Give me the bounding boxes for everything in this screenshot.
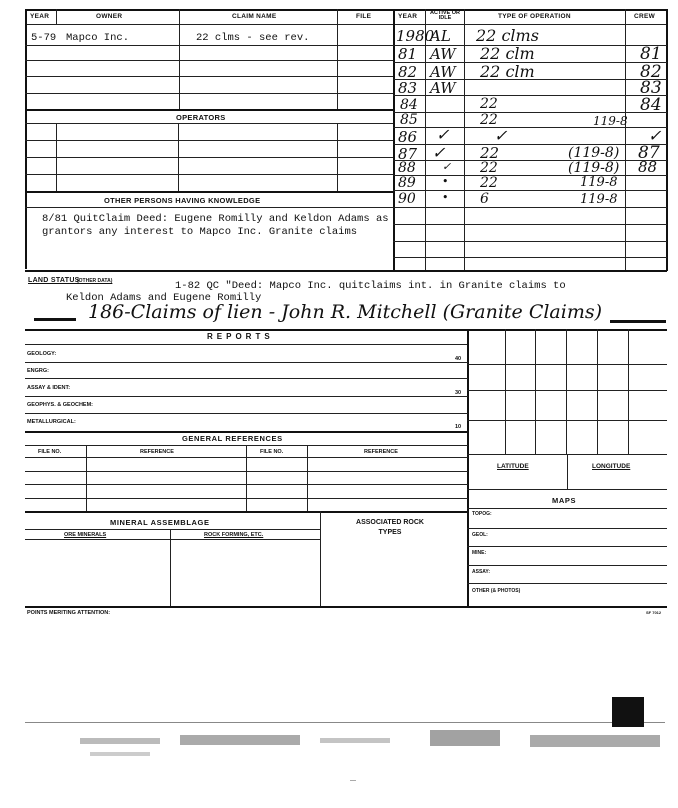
row-rule bbox=[393, 224, 667, 225]
scan-artifact bbox=[180, 735, 300, 745]
rock-forming-label: ROCK FORMING, ETC. bbox=[204, 532, 264, 538]
col-divider bbox=[56, 123, 57, 191]
report-label: GEOPHYS. & GEOCHEM: bbox=[27, 402, 94, 408]
col-divider bbox=[179, 9, 180, 109]
row-rule bbox=[467, 565, 667, 566]
scan-artifact bbox=[90, 752, 150, 756]
land-status-sublabel: (OTHER DATA) bbox=[77, 278, 113, 284]
section-rule bbox=[25, 329, 667, 331]
row-rule bbox=[25, 484, 468, 485]
row-rule bbox=[393, 112, 667, 113]
section-rule bbox=[25, 606, 667, 608]
history-type: 22 bbox=[480, 112, 498, 128]
section-rule bbox=[25, 431, 468, 433]
maps-row-label: ASSAY: bbox=[472, 569, 491, 575]
history-active: ✓ bbox=[432, 143, 446, 162]
report-number: 10 bbox=[455, 424, 462, 430]
header-year-2: YEAR bbox=[398, 13, 418, 20]
col-divider bbox=[246, 445, 247, 511]
history-year: 83 bbox=[398, 79, 418, 97]
row-rule bbox=[25, 362, 468, 363]
scan-artifact bbox=[530, 735, 660, 747]
row-rule bbox=[25, 529, 320, 530]
grid-line bbox=[535, 329, 536, 454]
scan-artifact bbox=[320, 738, 390, 743]
grid-line bbox=[566, 329, 567, 454]
scan-artifact bbox=[430, 730, 500, 746]
col-divider bbox=[178, 123, 179, 191]
col-divider bbox=[625, 9, 626, 271]
land-status-line-1: 1-82 QC "Deed: Mapco Inc. quitclaims int. in Granite claims to bbox=[175, 280, 566, 292]
maps-row-label: GEOL: bbox=[472, 532, 488, 538]
col-divider bbox=[666, 9, 668, 271]
header-owner: OWNER bbox=[96, 13, 123, 20]
associated-rock-types: ASSOCIATED ROCK TYPES bbox=[356, 519, 424, 536]
row-rule bbox=[25, 413, 468, 414]
report-label: ENGRG: bbox=[27, 368, 49, 374]
row-rule bbox=[25, 93, 393, 94]
report-label: GEOLOGY: bbox=[27, 351, 57, 357]
history-type: 22 clm bbox=[480, 44, 535, 63]
row-rule bbox=[25, 344, 468, 345]
ref-header-reference: REFERENCE bbox=[140, 449, 174, 455]
longitude-label: LONGITUDE bbox=[592, 463, 631, 470]
scan-artifact bbox=[80, 738, 160, 744]
history-year: 90 bbox=[398, 191, 416, 207]
history-year: 89 bbox=[398, 175, 416, 191]
row-rule bbox=[467, 546, 667, 547]
history-active: AW bbox=[430, 79, 456, 97]
ore-minerals-label: ORE MINERALS bbox=[64, 532, 107, 538]
col-divider bbox=[464, 9, 465, 271]
history-type: 22 bbox=[480, 160, 498, 176]
section-rule bbox=[25, 270, 667, 272]
owner-year: 5-79 bbox=[31, 32, 57, 44]
maps-title: MAPS bbox=[552, 496, 577, 505]
history-year: 81 bbox=[398, 45, 418, 63]
grid-line bbox=[467, 390, 667, 391]
history-crew: 84 bbox=[640, 95, 662, 115]
header-crew: CREW bbox=[634, 13, 656, 20]
section-rule bbox=[25, 511, 468, 513]
col-divider bbox=[337, 123, 338, 191]
history-type: 6 bbox=[480, 191, 489, 207]
owner-claim: 22 clms - see rev. bbox=[196, 32, 310, 44]
col-divider bbox=[25, 9, 27, 269]
history-active: AW bbox=[430, 63, 456, 81]
row-rule bbox=[393, 241, 667, 242]
col-divider bbox=[337, 9, 338, 109]
handwritten-underline bbox=[610, 320, 666, 323]
row-rule bbox=[467, 583, 667, 584]
history-crew: ✓ bbox=[648, 126, 662, 145]
header-file: FILE bbox=[356, 13, 372, 20]
header-claim-name: CLAIM NAME bbox=[232, 13, 277, 20]
ref-header-reference: REFERENCE bbox=[364, 449, 398, 455]
scan-artifact bbox=[350, 780, 356, 781]
grid-line bbox=[467, 364, 667, 365]
owner-name: Mapco Inc. bbox=[66, 32, 130, 44]
history-year: 1980 bbox=[396, 27, 435, 45]
grid-line bbox=[505, 329, 506, 454]
row-rule bbox=[25, 207, 393, 208]
header-rule bbox=[25, 24, 667, 25]
history-ref: 119-8 bbox=[593, 114, 628, 128]
row-rule bbox=[393, 207, 667, 208]
maps-row-label: MINE: bbox=[472, 550, 487, 556]
row-rule bbox=[25, 539, 320, 540]
land-status-label: LAND STATUS bbox=[28, 277, 80, 284]
grid-line bbox=[467, 420, 667, 421]
col-divider bbox=[170, 529, 171, 606]
scan-artifact bbox=[612, 697, 644, 727]
col-divider bbox=[56, 9, 57, 24]
history-type: ✓ bbox=[494, 126, 508, 145]
history-ref: (119-8) bbox=[568, 145, 620, 161]
grid-line bbox=[597, 329, 598, 454]
history-active: AL bbox=[430, 27, 451, 45]
history-year: 86 bbox=[398, 128, 418, 146]
history-active: • bbox=[442, 191, 449, 204]
mineral-assemblage-title: MINERAL ASSEMBLAGE bbox=[110, 518, 210, 527]
history-year: 82 bbox=[398, 63, 418, 81]
row-rule bbox=[25, 76, 393, 77]
ref-header-file-no: FILE NO. bbox=[38, 449, 62, 455]
general-references-title: GENERAL REFERENCES bbox=[182, 434, 283, 443]
row-rule bbox=[25, 109, 393, 111]
report-number: 40 bbox=[455, 356, 462, 362]
row-rule bbox=[25, 45, 393, 46]
row-rule bbox=[25, 471, 468, 472]
history-crew: 88 bbox=[638, 158, 658, 176]
col-divider bbox=[307, 445, 308, 511]
col-divider bbox=[425, 9, 426, 271]
header-type-of-operation: TYPE OF OPERATION bbox=[498, 13, 571, 20]
handwritten-underline bbox=[34, 318, 76, 321]
history-type: 22 clm bbox=[480, 62, 535, 81]
report-label: METALLURGICAL: bbox=[27, 419, 76, 425]
history-crew: 81 bbox=[640, 44, 662, 64]
row-rule bbox=[25, 498, 468, 499]
history-year: 85 bbox=[400, 112, 418, 128]
header-year: YEAR bbox=[30, 13, 50, 20]
other-persons-label: OTHER PERSONS HAVING KNOWLEDGE bbox=[104, 196, 261, 205]
operators-label: OPERATORS bbox=[176, 113, 226, 122]
row-rule bbox=[393, 175, 667, 176]
history-crew: 83 bbox=[640, 78, 662, 98]
points-meriting-attention: POINTS MERITING ATTENTION: bbox=[27, 610, 111, 616]
row-rule bbox=[25, 60, 393, 61]
form-number: SF 7012 bbox=[646, 610, 662, 615]
report-number: 30 bbox=[455, 390, 462, 396]
history-active: • bbox=[442, 175, 449, 188]
history-active: AW bbox=[430, 45, 456, 63]
history-year: 84 bbox=[400, 97, 418, 113]
history-year: 88 bbox=[398, 160, 416, 176]
header-active-idle: ACTIVE OR IDLE bbox=[430, 10, 460, 21]
history-type: 22 clms bbox=[476, 26, 539, 45]
history-year: 87 bbox=[398, 145, 418, 163]
row-rule bbox=[393, 190, 667, 191]
row-rule bbox=[25, 191, 393, 193]
row-rule bbox=[25, 396, 468, 397]
land-status-handwritten: 186-Claims of lien - John R. Mitchell (Granite Claims) bbox=[88, 301, 603, 323]
latitude-label: LATITUDE bbox=[497, 463, 529, 470]
report-label: ASSAY & IDENT: bbox=[27, 385, 71, 391]
scan-artifact bbox=[25, 722, 665, 723]
row-rule bbox=[467, 528, 667, 529]
reports-title: REPORTS bbox=[207, 332, 274, 341]
maps-row-label: OTHER (& PHOTOS) bbox=[472, 588, 521, 594]
history-crew: 82 bbox=[640, 62, 662, 82]
other-persons-text: 8/81 QuitClaim Deed: Eugene Romilly and Keldon Adams as grantors any interest to Mapco Inc. Granite claims bbox=[42, 213, 389, 238]
col-divider bbox=[567, 454, 568, 489]
history-type: 22 bbox=[480, 96, 498, 112]
row-rule bbox=[25, 378, 468, 379]
history-ref: (119-8) bbox=[568, 160, 620, 176]
grid-line bbox=[628, 329, 629, 454]
col-divider bbox=[320, 511, 321, 606]
history-crew: 87 bbox=[638, 143, 660, 163]
row-rule bbox=[467, 489, 667, 490]
history-type: 22 bbox=[480, 144, 500, 162]
col-divider bbox=[86, 445, 87, 511]
row-rule bbox=[467, 508, 667, 509]
maps-row-label: TOPOG: bbox=[472, 511, 492, 517]
row-rule bbox=[393, 257, 667, 258]
history-ref: 119-8 bbox=[580, 175, 618, 190]
history-ref: 119-8 bbox=[580, 192, 618, 207]
history-type: 22 bbox=[480, 175, 498, 191]
land-status-line-2: Keldon Adams and Eugene Romilly bbox=[66, 292, 262, 304]
history-active: ✓ bbox=[436, 125, 450, 144]
top-border bbox=[25, 9, 667, 11]
history-active: ✓ bbox=[442, 160, 452, 173]
ref-header-file-no: FILE NO. bbox=[260, 449, 284, 455]
